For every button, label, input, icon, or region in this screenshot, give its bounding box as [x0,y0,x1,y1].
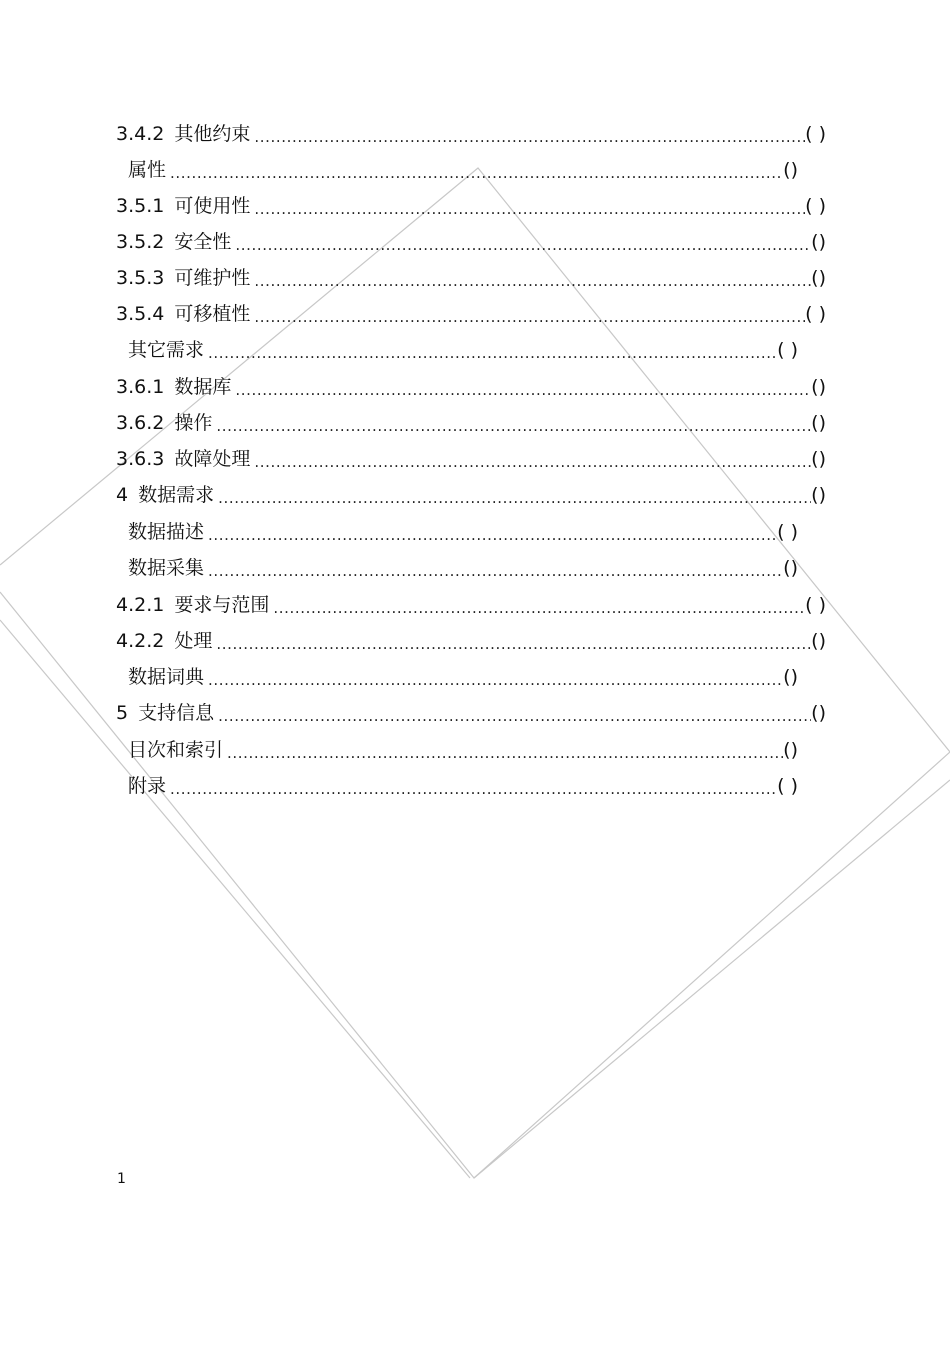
toc-leader-dots [254,192,805,220]
toc-entry-title: 数据需求 [138,484,215,506]
toc-entry-number: 4.2.2 [116,630,165,652]
toc-entry-number: 5 [116,702,129,724]
toc-entry-page: ( ) [777,775,798,797]
toc-entry[interactable] [128,156,798,184]
toc-entry-title: 数据采集 [128,557,205,579]
toc-entry-title: 目次和索引 [128,739,224,761]
toc-entry-title: 数据库 [174,376,232,398]
toc-entry[interactable] [128,336,798,364]
toc-leader-dots [208,336,777,364]
toc-leader-dots [208,518,777,546]
toc-entry-number: 3.5.1 [116,195,165,217]
toc-entry-page: ( ) [805,123,826,145]
toc-entry-title: 可使用性 [174,195,251,217]
toc-entry-number: 3.6.3 [116,448,165,470]
toc-entry[interactable] [116,300,826,328]
toc-leader-dots [170,772,777,800]
toc-entry-page: ( ) [777,521,798,543]
toc-leader-dots [273,591,805,619]
toc-entry-page: ( ) [805,303,826,325]
toc-leader-dots [235,373,811,401]
toc-leader-dots [218,699,811,727]
toc-entry-title: 处理 [174,630,213,652]
toc-entry-page: () [811,630,826,652]
toc-entry-page: () [783,666,798,688]
toc-entry[interactable] [116,699,826,727]
toc-entry-title: 操作 [174,412,213,434]
page-number: 1 [117,1171,126,1187]
toc-entry-number: 3.6.2 [116,412,165,434]
toc-entry[interactable] [116,120,826,148]
toc-entry[interactable] [116,373,826,401]
toc-entry-page: ( ) [805,594,826,616]
toc-entry-page: () [811,484,826,506]
toc-entry[interactable] [128,518,798,546]
toc-leader-dots [216,627,811,655]
toc-entry-page: () [783,739,798,761]
toc-leader-dots [216,409,811,437]
toc-entry[interactable] [116,481,826,509]
toc-entry-title: 可维护性 [174,267,251,289]
toc-entry[interactable] [116,627,826,655]
toc-leader-dots [227,736,783,764]
toc-leader-dots [254,120,805,148]
toc-entry-page: () [811,376,826,398]
toc-entry-number: 3.6.1 [116,376,165,398]
toc-entry[interactable] [128,554,798,582]
toc-leader-dots [254,300,805,328]
toc-leader-dots [235,228,811,256]
toc-entry[interactable] [128,772,798,800]
toc-entry-title: 故障处理 [174,448,251,470]
toc-entry-title: 其他约束 [174,123,251,145]
toc-leader-dots [208,554,783,582]
toc-entry-page: () [811,267,826,289]
toc-entry-title: 附录 [128,775,167,797]
toc-entry[interactable] [116,409,826,437]
toc-leader-dots [218,481,811,509]
toc-entry-number: 3.5.3 [116,267,165,289]
toc-entry-title: 安全性 [174,231,232,253]
toc-leader-dots [254,264,811,292]
toc-entry-number: 3.4.2 [116,123,165,145]
toc-entry-page: () [783,159,798,181]
toc-entry-number: 3.5.4 [116,303,165,325]
toc-entry-number: 4.2.1 [116,594,165,616]
toc-entry-title: 属性 [128,159,167,181]
toc-entry-page: () [783,557,798,579]
toc-entry[interactable] [116,192,826,220]
toc-entry-page: () [811,448,826,470]
toc-entry-title: 要求与范围 [174,594,270,616]
toc-entry-title: 其它需求 [128,339,205,361]
toc-entry-page: () [811,231,826,253]
toc-entry-page: ( ) [805,195,826,217]
toc-entry-number: 3.5.2 [116,231,165,253]
toc-entry[interactable] [116,445,826,473]
toc-entry-page: () [811,412,826,434]
toc-leader-dots [208,663,783,691]
toc-entry-title: 可移植性 [174,303,251,325]
toc-entry[interactable] [116,264,826,292]
toc-entry-page: ( ) [777,339,798,361]
toc-leader-dots [170,156,783,184]
toc-entry[interactable] [128,663,798,691]
toc-entry-title: 数据词典 [128,666,205,688]
toc-entry[interactable] [116,228,826,256]
toc-entry-number: 4 [116,484,129,506]
toc-entry[interactable] [116,591,826,619]
toc-entry-title: 支持信息 [138,702,215,724]
toc-entry[interactable] [128,736,798,764]
toc-entry-page: () [811,702,826,724]
toc-leader-dots [254,445,811,473]
toc-entry-title: 数据描述 [128,521,205,543]
